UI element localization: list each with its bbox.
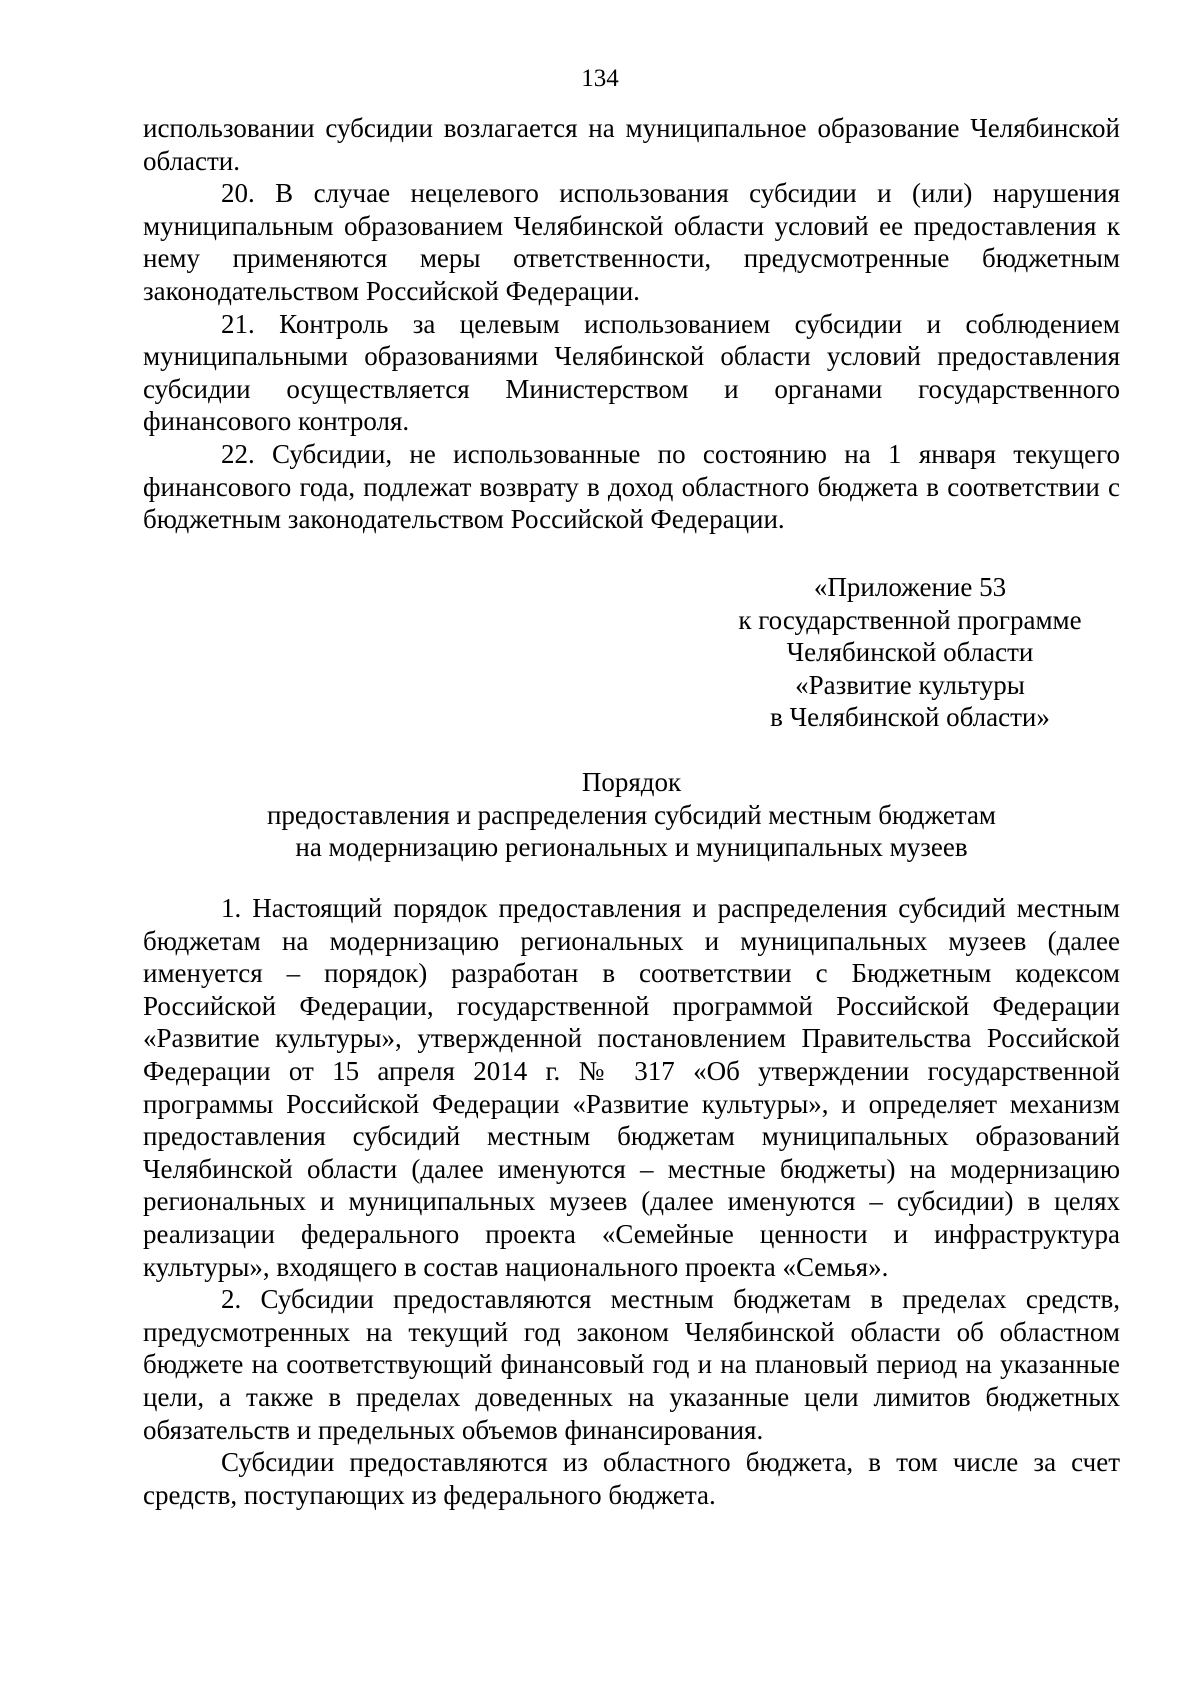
appendix-line-1: «Приложение 53: [813, 572, 1007, 602]
heading-line-2: предоставления и распределения субсидий местным бюджетам: [266, 799, 997, 830]
paragraph-continuation: использовании субсидии возлагается на муниципальное образование Челябинской области.: [143, 113, 1120, 176]
paragraph-3: Субсидии предоставляются из областного бюджета, в том числе за счет средств, поступающих из федерального бюджета.: [143, 1447, 1120, 1510]
paragraph-20: 20. В случае нецелевого использования субсидии и (или) нарушения муниципальным образованием Челябинской области условий ее предоставления к нему применяются меры ответственности, предусмотренные бюджетным законодательством Российской Федерации.: [143, 178, 1120, 306]
appendix-line-2: к государственной программе: [738, 604, 1082, 635]
paragraph-22: 22. Субсидии, не использованные по состоянию на 1 января текущего финансового года, подлежат возврату в доход областного бюджета в соответствии с бюджетным законодательством Российской Федерации.: [143, 438, 1120, 535]
order-section: [143, 892, 1120, 1511]
paragraph-1: 1. Настоящий порядок предоставления и распределения субсидий местным бюджетам на модернизацию региональных и муниципальных музеев (далее именуется – порядок) разработан в соответствии с Бюджетным кодексом Российской Федерации, государственной программой Российской Федерации «Развитие культуры», утвержденной постановлением Правительства Российской Федерации от 15 апреля 2014 г. № 317 «Об утверждении государственной программы Российской Федерации «Развитие культуры», и определяет механизм предоставления субсидий местным бюджетам муниципальных образований Челябинской области (далее именуются – местные бюджеты) на модернизацию региональных и муниципальных музеев (далее именуются – субсидии) в целях реализации федерального проекта «Семейные ценности и инфраструктура культуры», входящего в состав национального проекта «Семья».: [143, 893, 1120, 1282]
appendix-line-4: «Развитие культуры: [795, 669, 1025, 700]
continuation-section: [143, 112, 1120, 536]
paragraph-21: 21. Контроль за целевым использованием субсидии и соблюдением муниципальными образованиями Челябинской области условий предоставления субсидии осуществляется Министерством и органами государственного финансового контроля.: [143, 308, 1120, 437]
paragraph-2: 2. Субсидии предоставляются местным бюджетам в пределах средств, предусмотренных на текущий год законом Челябинской области об областном бюджете на соответствующий финансовый год и на плановый период на указанные цели, а также в пределах доведенных на указанные цели лимитов бюджетных обязательств и предельных объемов финансирования.: [143, 1284, 1120, 1445]
document-heading: [143, 766, 1120, 864]
heading-line-3: на модернизацию региональных и муниципальных музеев: [295, 832, 968, 863]
page-number: 134: [581, 65, 619, 92]
appendix-header: [700, 571, 1120, 734]
appendix-line-3: Челябинской области: [786, 637, 1034, 668]
heading-title: Порядок: [581, 767, 682, 797]
appendix-line-5: в Челябинской области»: [770, 702, 1050, 733]
